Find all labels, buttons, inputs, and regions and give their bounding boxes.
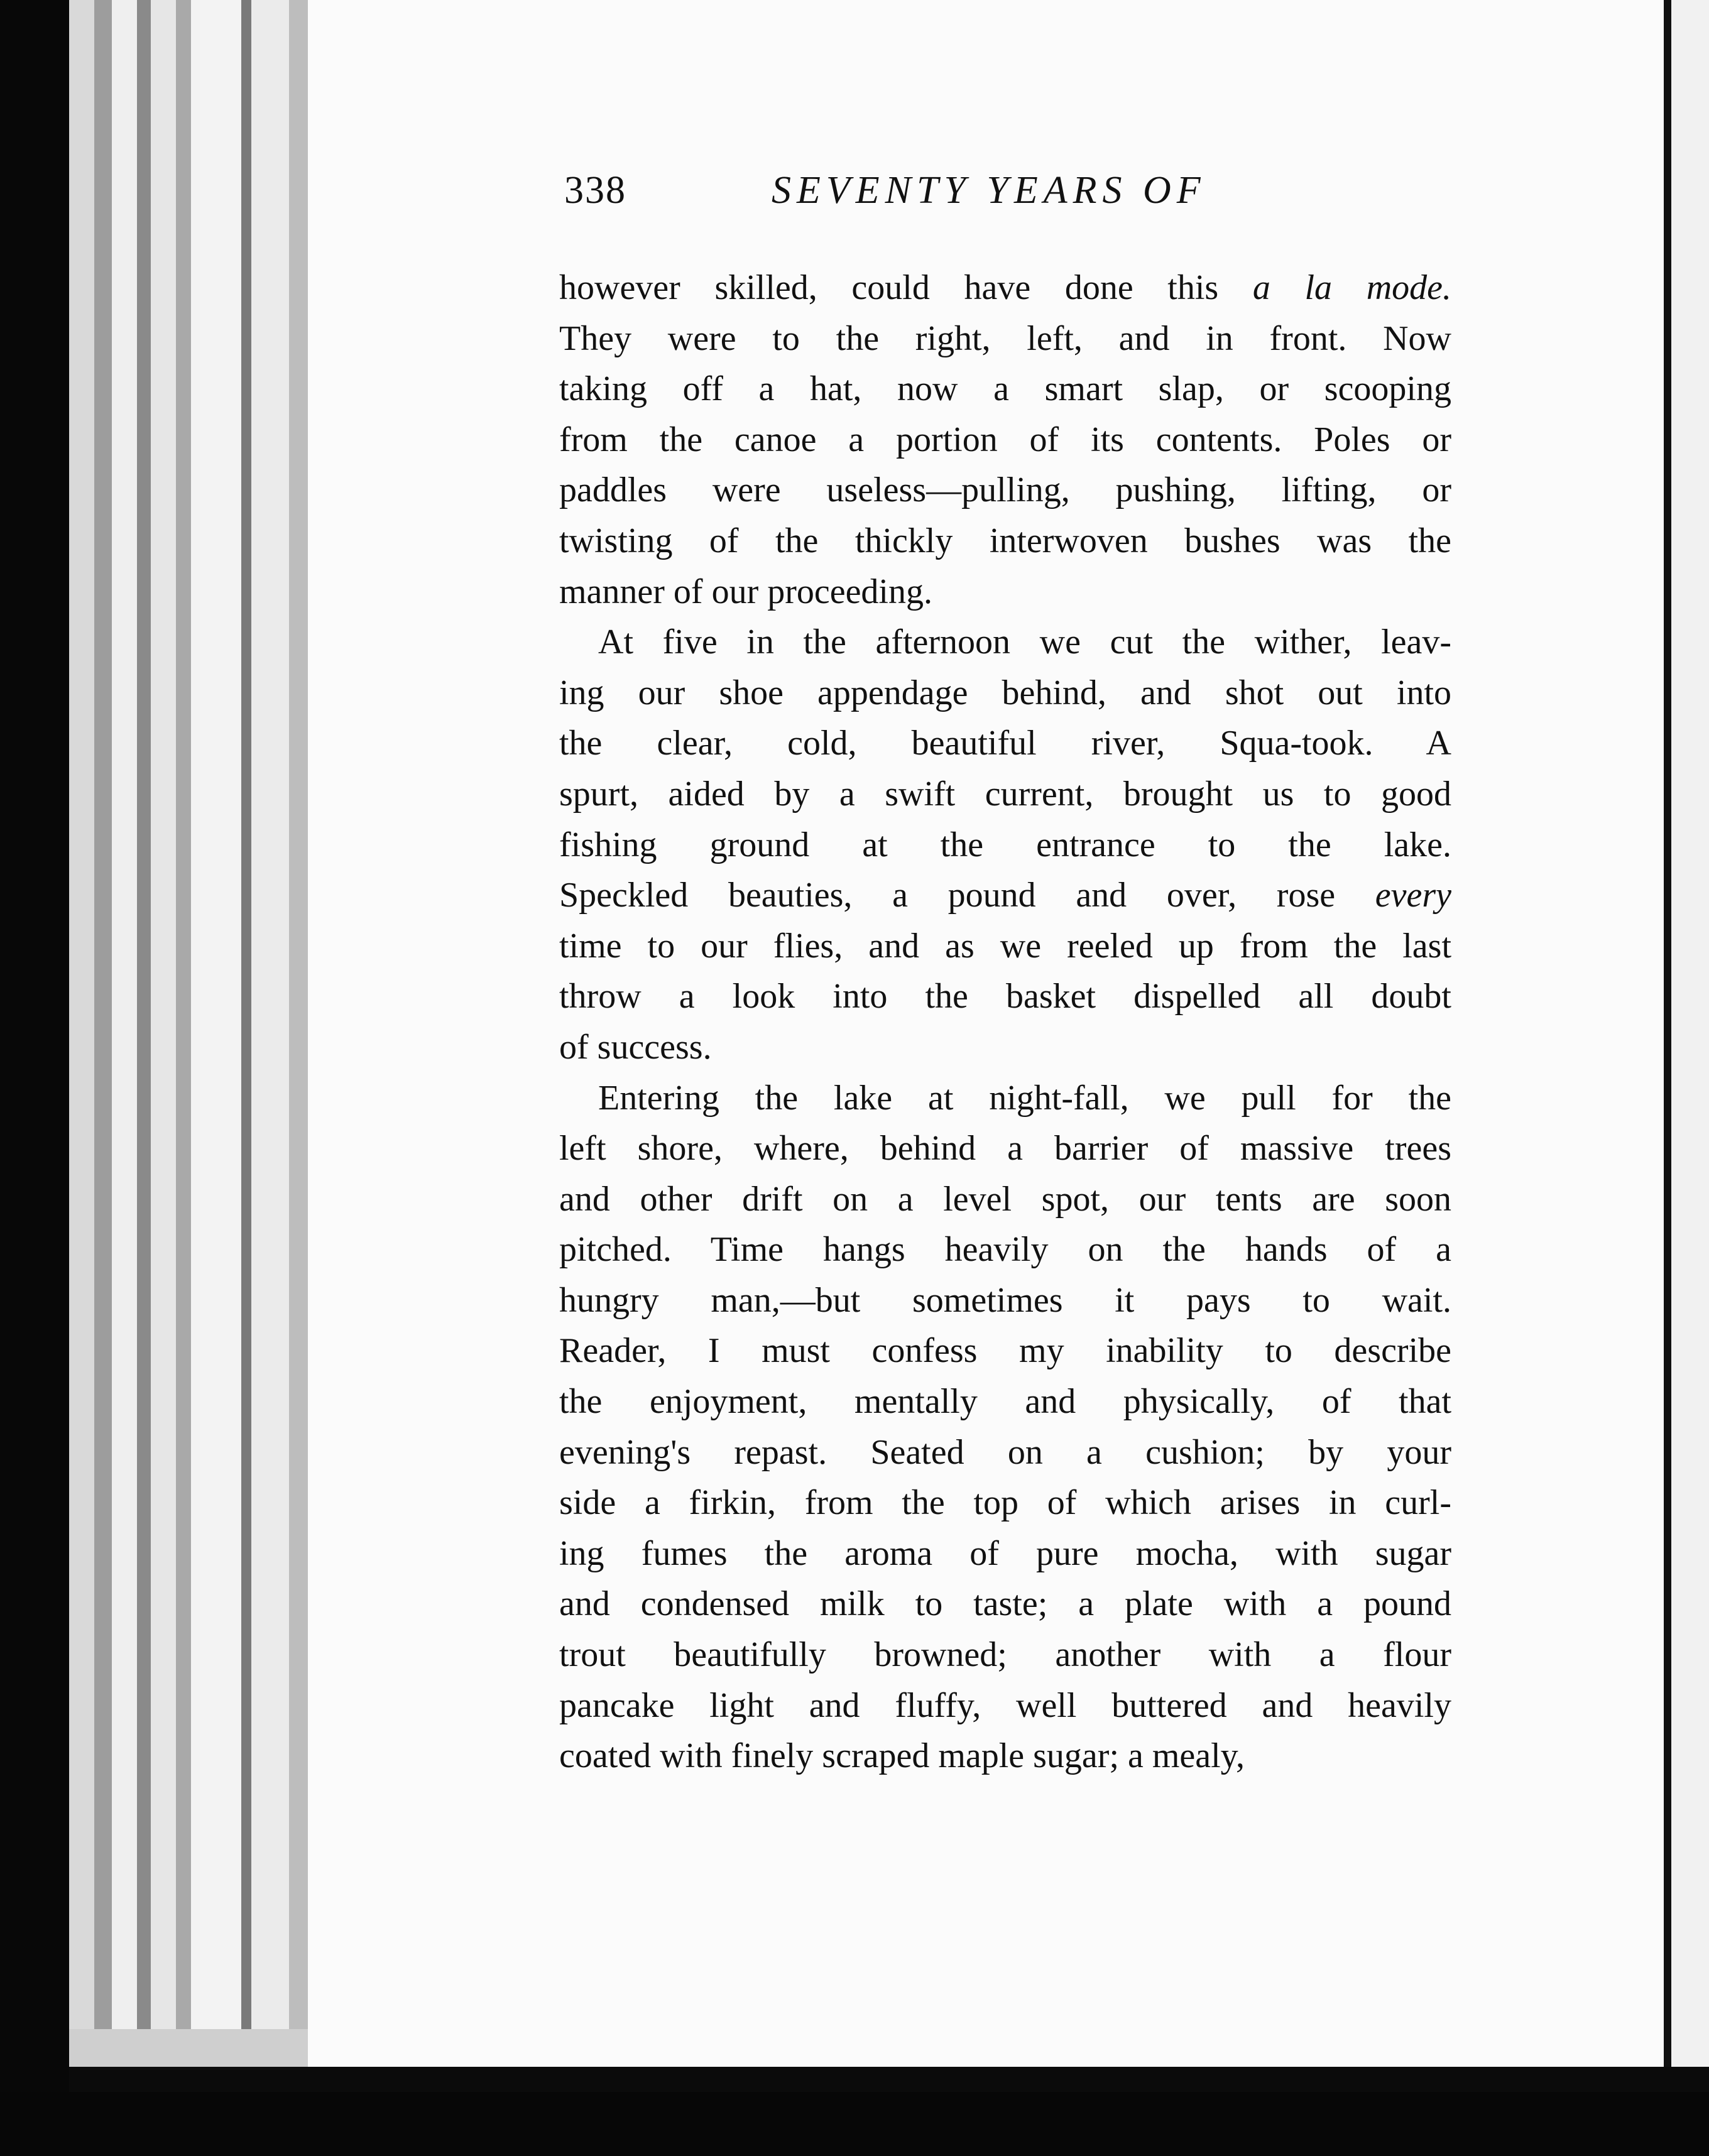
scan-border-bottom	[0, 2092, 1709, 2156]
text-line: evening's repast. Seated on a cushion; by your	[559, 1432, 1451, 1472]
page-stack-edge	[151, 0, 176, 2067]
text-line: of success.	[559, 1027, 712, 1067]
book-page	[308, 0, 1664, 2067]
text-line: fishing ground at the entrance to the lake.	[559, 825, 1451, 864]
body-text	[559, 263, 1451, 1782]
text-line: They were to the right, left, and in front. Now	[559, 318, 1451, 358]
page-stack-edge	[191, 0, 241, 2067]
page-stack-edge	[137, 0, 151, 2067]
text-line: pitched. Time hangs heavily on the hands of a	[559, 1230, 1451, 1270]
text-line: coated with finely scraped maple sugar; a mealy,	[559, 1736, 1245, 1776]
scan-border-left	[0, 0, 69, 2156]
text-line: ing our shoe appendage behind, and shot out into	[559, 673, 1451, 712]
page-number: 338	[564, 169, 626, 212]
page-stack-edge	[251, 0, 289, 2067]
text-line: from the canoe a portion of its contents. Poles or	[559, 420, 1451, 459]
paragraph	[559, 617, 1451, 1072]
page-stack-edge	[112, 0, 137, 2067]
text-line: and condensed milk to taste; a plate with a pound	[559, 1584, 1451, 1624]
text-line: twisting of the thickly interwoven bushes was the	[559, 521, 1451, 560]
text-line: paddles were useless—pulling, pushing, lifting, or	[559, 471, 1451, 510]
next-page-edge	[1671, 0, 1709, 2067]
page-stack-edge	[94, 0, 112, 2067]
page-stack-edge	[241, 0, 251, 2067]
text-line: taking off a hat, now a smart slap, or scooping	[559, 369, 1451, 409]
text-line: the clear, cold, beautiful river, Squa-took. A	[559, 724, 1451, 763]
text-line: however skilled, could have done this a la mode.	[559, 268, 1451, 307]
paragraph	[559, 263, 1451, 617]
text-line: manner of our proceeding.	[559, 572, 932, 611]
text-line: trout beautifully browned; another with a flour	[559, 1635, 1451, 1675]
text-line: left shore, where, behind a barrier of massive trees	[559, 1129, 1451, 1168]
page-stack-edge	[176, 0, 191, 2067]
page-header	[564, 168, 1570, 219]
page-stack-edge	[289, 0, 308, 2067]
paragraph	[559, 1073, 1451, 1782]
text-line: the enjoyment, mentally and physically, of that	[559, 1382, 1451, 1422]
text-line: ing fumes the aroma of pure mocha, with sugar	[559, 1533, 1451, 1573]
running-head: SEVENTY YEARS OF	[772, 169, 1206, 212]
text-line: side a firkin, from the top of which arises in curl-	[559, 1483, 1451, 1523]
text-line: hungry man,—but sometimes it pays to wait.	[559, 1280, 1451, 1320]
text-line: spurt, aided by a swift current, brought us to good	[559, 774, 1451, 814]
page-stack-edge	[69, 0, 94, 2067]
text-line: time to our flies, and as we reeled up from the last	[559, 926, 1451, 966]
text-line: Speckled beauties, a pound and over, rose every	[559, 876, 1451, 915]
text-line: Entering the lake at night-fall, we pull for the	[598, 1078, 1451, 1118]
text-line: pancake light and fluffy, well buttered and heavily	[559, 1685, 1451, 1725]
text-line: Reader, I must confess my inability to describe	[559, 1331, 1451, 1371]
text-line: and other drift on a level spot, our tents are soon	[559, 1179, 1451, 1219]
text-line: throw a look into the basket dispelled all doubt	[559, 977, 1451, 1016]
text-line: At five in the afternoon we cut the wither, leav-	[598, 623, 1451, 662]
